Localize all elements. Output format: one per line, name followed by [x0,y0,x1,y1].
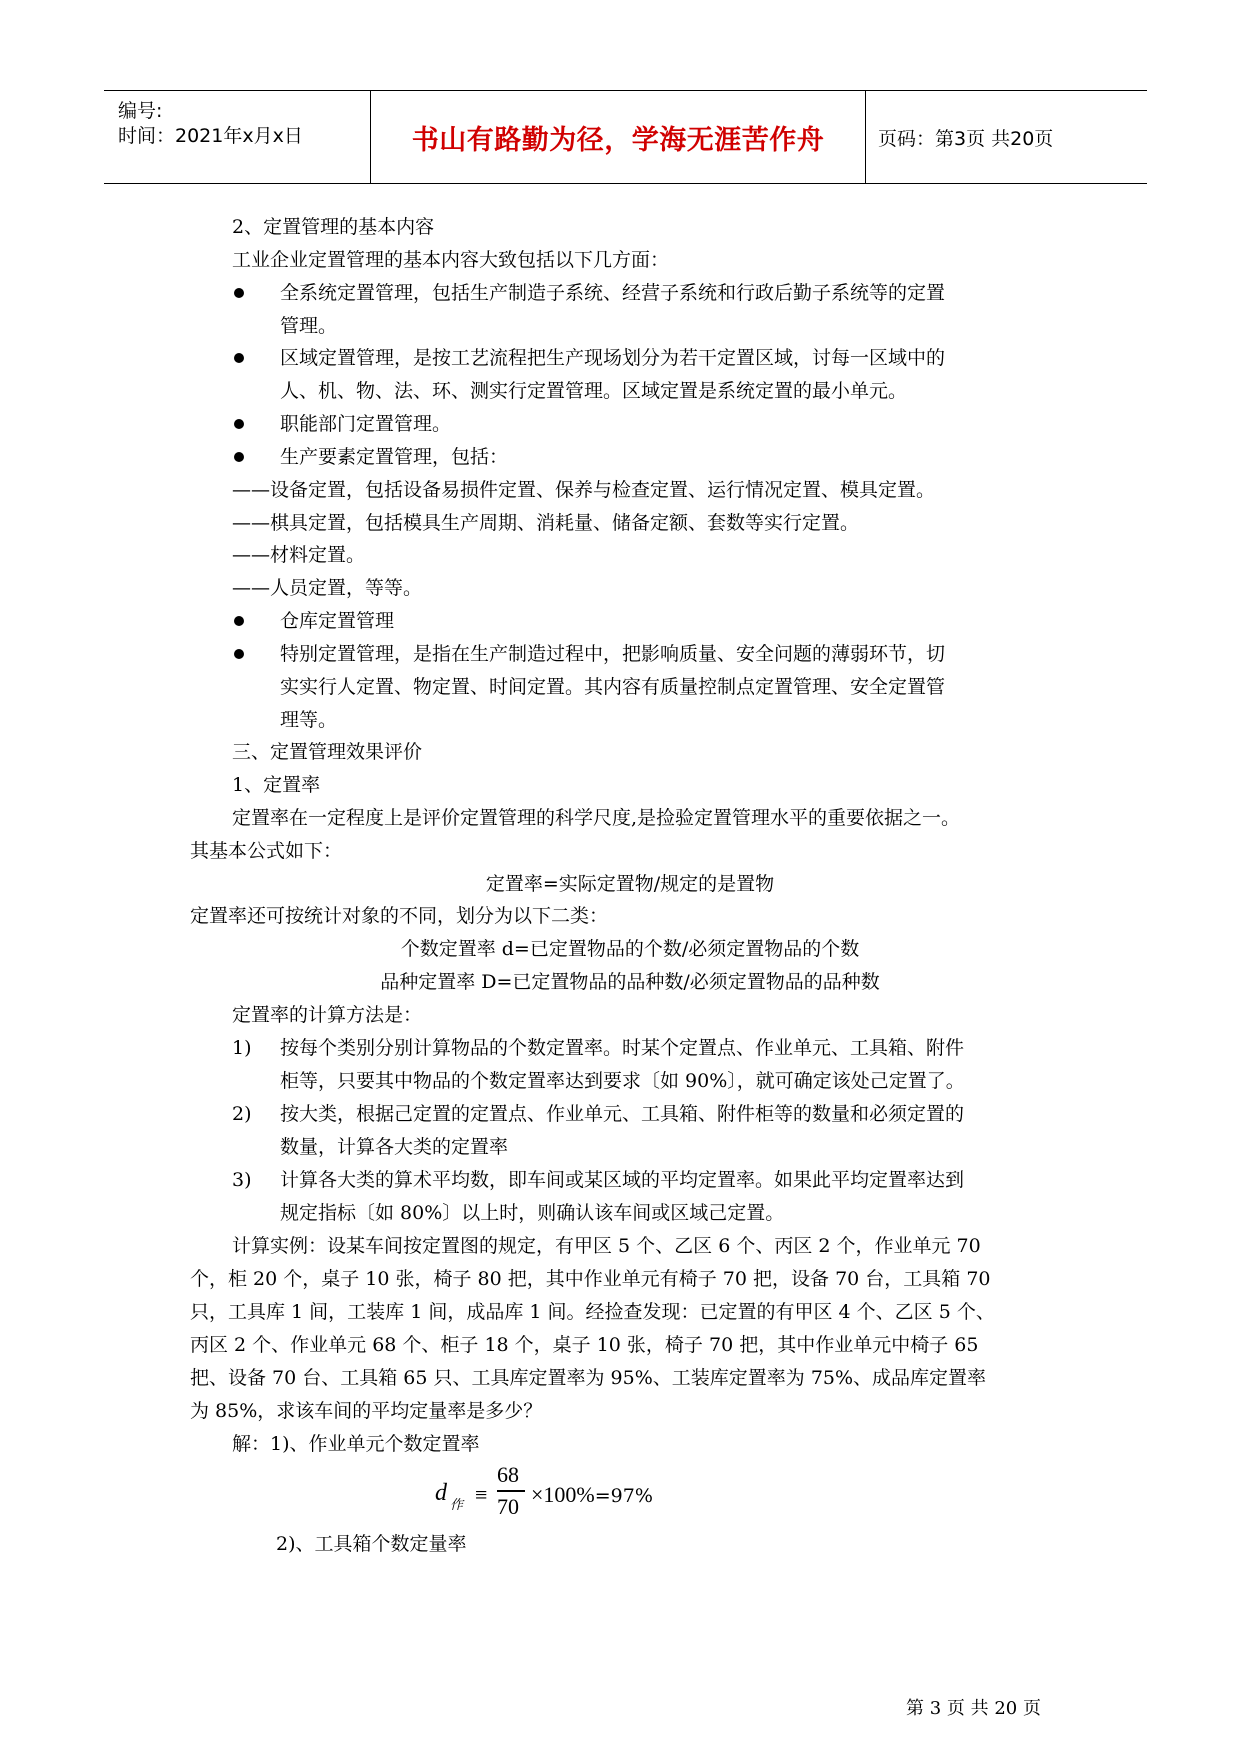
dash-item: ——棋具定置，包括模具生产周期、消耗量、储备定额、套数等实行定置。 [232,512,860,534]
bullet-icon [234,452,244,462]
formula-numerator: 68 [497,1462,519,1487]
list-item-text: 数量，计算各大类的定置率 [280,1136,509,1158]
header-motto-cell [371,91,866,183]
paragraph-line: 为 85%，求该车间的平均定量率是多少？ [190,1400,543,1422]
solution-step-2: 2)、工具箱个数定量率 [276,1533,467,1555]
formula-times: ×100% [531,1482,595,1507]
bullet-text: 全系统定置管理，包括生产制造子系统、经营子系统和行政后勤子系统等的定置 [280,282,946,304]
formula-tail [531,1482,653,1508]
dash-item: ——人员定置，等等。 [232,577,423,599]
paragraph-line: 定置率在一定程度上是评价定置管理的科学尺度,是捡验定置管理水平的重要依据之一。 [232,807,961,829]
bullet-text: 特别定置管理，是指在生产制造过程中，把影响质量、安全问题的薄弱环节，切 [280,643,946,665]
dash-item: ——设备定置，包括设备易损件定置、保养与检查定置、运行情况定置、模具定置。 [232,479,936,501]
list-item-text: 按每个类别分别计算物品的个数定置率。时某个定置点、作业单元、工具箱、附件 [280,1037,965,1059]
list-item-text: 规定指标〔如 80%〕以上时，则确认该车间或区域己定置。 [280,1202,785,1224]
formula-denominator: 70 [497,1494,519,1519]
paragraph-line: 只，工具库 1 间，工装库 1 间，成品库 1 间。经捡查发现：已定置的有甲区 4 个、乙区 5 个、 [190,1301,995,1323]
formula-subscript: 作 [450,1498,464,1513]
paragraph-line: 定置率的计算方法是： [232,1004,423,1026]
bullet-text: 仓库定置管理 [280,610,395,632]
paragraph-line: 定置率还可按统计对象的不同，划分为以下二类： [190,905,609,927]
document-time-label: 时间：2021年x月x日 [118,125,303,147]
section-heading-2: 2、定置管理的基本内容 [232,216,435,238]
bullet-text: 职能部门定置管理。 [280,413,452,435]
fraction-bar [497,1490,525,1492]
paragraph-line: 把、设备 70 台、工具箱 65 只、工具库定置率为 95%、工装库定置率为 75%、成品库定置率 [190,1367,987,1389]
bullet-text: 区域定置管理，是按工艺流程把生产现场划分为若干定置区域，讨每一区域中的 [280,347,946,369]
formula-variety-rate: 品种定置率 D=已定置物品的品种数/必须定置物品的品种数 [380,971,880,993]
formula-equals: ≡ [475,1482,488,1507]
bullet-text: 实实行人定置、物定置、时间定置。其内容有质量控制点定置管理、安全定置管 [280,676,946,698]
document-number-label: 编号: [118,100,163,122]
paragraph-line: 个，柜 20 个，桌子 10 张，椅子 80 把，其中作业单元有椅子 70 把，设备 70 台，工具箱 70 [190,1268,991,1290]
bullet-icon [234,419,244,429]
paragraph-line: 工业企业定置管理的基本内容大致包括以下几方面： [232,249,670,271]
paragraph-line: 其基本公式如下： [190,840,343,862]
section-heading-3: 三、定置管理效果评价 [232,741,423,763]
paragraph-line: 丙区 2 个、作业单元 68 个、柜子 18 个，桌子 10 张，椅子 70 把，其中作业单元中椅子 65 [190,1334,979,1356]
dash-item: ——材料定置。 [232,544,366,566]
subsection-heading: 1、定置率 [232,774,321,796]
formula-variable: d [435,1480,447,1506]
paragraph-line: 计算实例：设某车间按定置图的规定，有甲区 5 个、乙区 6 个、丙区 2 个，作业单元 70 [232,1235,981,1257]
list-item-text: 按大类，根据己定置的定置点、作业单元、工具箱、附件柜等的数量和必须定置的 [280,1103,965,1125]
list-number: 2) [232,1103,252,1125]
formula-result: =97% [594,1485,653,1507]
header-motto: 书山有路勤为径，学海无涯苦作舟 [411,124,825,156]
formula-count-rate: 个数定置率 d=已定置物品的个数/必须定置物品的个数 [400,938,860,960]
bullet-text: 管理。 [280,315,338,337]
header-page-label: 页码：第3页 共20页 [878,127,1054,150]
header-left-cell [104,91,371,183]
bullet-icon [234,616,244,626]
bullet-text: 生产要素定置管理，包括： [280,446,509,468]
page-footer: 第 3 页 共 20 页 [906,1698,1041,1719]
list-number: 1) [232,1037,252,1059]
solution-step-1: 解：1)、作业单元个数定置率 [232,1433,480,1455]
list-number: 3) [232,1169,252,1191]
bullet-icon [234,649,244,659]
header-page-cell [866,91,1147,183]
list-item-text: 柜等，只要其中物品的个数定置率达到要求〔如 90%〕，就可确定该处己定置了。 [280,1070,965,1092]
page-header [104,90,1147,184]
formula-definition: 定置率=实际定置物/规定的是置物 [485,873,775,895]
bullet-icon [234,288,244,298]
bullet-text: 人、机、物、法、环、测实行定置管理。区域定置是系统定置的最小单元。 [280,380,908,402]
bullet-icon [234,353,244,363]
bullet-text: 理等。 [280,709,338,731]
list-item-text: 计算各大类的算术平均数，即车间或某区域的平均定置率。如果此平均定置率达到 [280,1169,965,1191]
